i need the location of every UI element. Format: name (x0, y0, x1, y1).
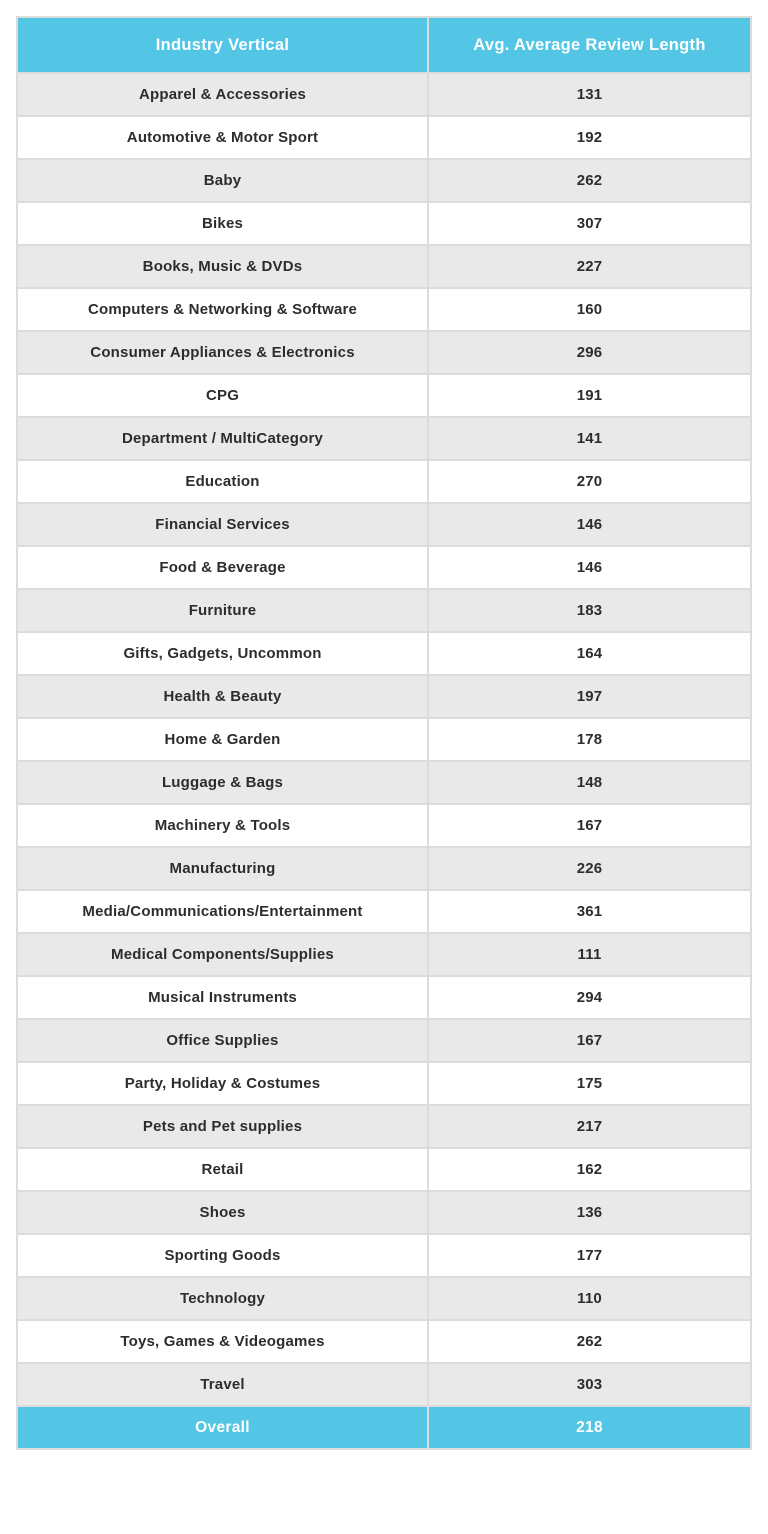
table-row (17, 417, 751, 460)
table-row (17, 245, 751, 288)
review-length-cell: 110 (428, 1277, 751, 1320)
header-row (17, 17, 751, 73)
industry-vertical-cell: Retail (17, 1148, 428, 1191)
table-body (17, 73, 751, 1406)
table-row (17, 1277, 751, 1320)
table-footer (17, 1406, 751, 1449)
review-length-cell: 217 (428, 1105, 751, 1148)
table-row (17, 675, 751, 718)
industry-vertical-cell: Toys, Games & Videogames (17, 1320, 428, 1363)
header-avg-review-length: Avg. Average Review Length (428, 17, 751, 73)
review-length-cell: 146 (428, 546, 751, 589)
review-length-cell: 262 (428, 1320, 751, 1363)
table-row (17, 331, 751, 374)
industry-vertical-cell: Automotive & Motor Sport (17, 116, 428, 159)
review-length-table (16, 16, 752, 1450)
table-row (17, 1105, 751, 1148)
industry-vertical-cell: Baby (17, 159, 428, 202)
industry-vertical-cell: Computers & Networking & Software (17, 288, 428, 331)
review-length-cell: 167 (428, 804, 751, 847)
table-row (17, 460, 751, 503)
review-length-cell: 146 (428, 503, 751, 546)
industry-vertical-cell: Books, Music & DVDs (17, 245, 428, 288)
table-row (17, 374, 751, 417)
table-row (17, 202, 751, 245)
industry-vertical-cell: Education (17, 460, 428, 503)
table-row (17, 718, 751, 761)
review-length-cell: 296 (428, 331, 751, 374)
industry-vertical-cell: Food & Beverage (17, 546, 428, 589)
industry-vertical-cell: Machinery & Tools (17, 804, 428, 847)
table-row (17, 632, 751, 675)
review-length-cell: 175 (428, 1062, 751, 1105)
industry-vertical-cell: Financial Services (17, 503, 428, 546)
review-length-cell: 191 (428, 374, 751, 417)
table-row (17, 159, 751, 202)
industry-vertical-cell: Pets and Pet supplies (17, 1105, 428, 1148)
review-length-cell: 270 (428, 460, 751, 503)
table-row (17, 1019, 751, 1062)
review-length-cell: 192 (428, 116, 751, 159)
review-length-cell: 361 (428, 890, 751, 933)
industry-vertical-cell: Shoes (17, 1191, 428, 1234)
industry-vertical-cell: Technology (17, 1277, 428, 1320)
industry-vertical-cell: Health & Beauty (17, 675, 428, 718)
industry-vertical-cell: Sporting Goods (17, 1234, 428, 1277)
overall-row (17, 1406, 751, 1449)
industry-vertical-cell: Luggage & Bags (17, 761, 428, 804)
table-row (17, 847, 751, 890)
review-length-cell: 167 (428, 1019, 751, 1062)
review-length-cell: 262 (428, 159, 751, 202)
review-length-cell: 303 (428, 1363, 751, 1406)
industry-vertical-cell: Party, Holiday & Costumes (17, 1062, 428, 1105)
industry-vertical-cell: Gifts, Gadgets, Uncommon (17, 632, 428, 675)
review-length-cell: 227 (428, 245, 751, 288)
industry-vertical-cell: Consumer Appliances & Electronics (17, 331, 428, 374)
table-row (17, 804, 751, 847)
review-length-cell: 160 (428, 288, 751, 331)
review-length-cell: 226 (428, 847, 751, 890)
industry-vertical-cell: Manufacturing (17, 847, 428, 890)
review-length-cell: 178 (428, 718, 751, 761)
overall-value: 218 (428, 1406, 751, 1449)
industry-vertical-cell: Medical Components/Supplies (17, 933, 428, 976)
industry-vertical-cell: Department / MultiCategory (17, 417, 428, 460)
industry-vertical-cell: CPG (17, 374, 428, 417)
review-length-cell: 148 (428, 761, 751, 804)
industry-vertical-cell: Media/Communications/Entertainment (17, 890, 428, 933)
table-row (17, 933, 751, 976)
table-row (17, 976, 751, 1019)
review-length-cell: 164 (428, 632, 751, 675)
table-row (17, 1062, 751, 1105)
industry-vertical-cell: Bikes (17, 202, 428, 245)
industry-vertical-cell: Apparel & Accessories (17, 73, 428, 116)
review-length-cell: 177 (428, 1234, 751, 1277)
review-length-cell: 197 (428, 675, 751, 718)
industry-vertical-cell: Office Supplies (17, 1019, 428, 1062)
review-length-cell: 294 (428, 976, 751, 1019)
table-row (17, 1234, 751, 1277)
table-header (17, 17, 751, 73)
review-length-cell: 136 (428, 1191, 751, 1234)
table-row (17, 73, 751, 116)
industry-vertical-cell: Furniture (17, 589, 428, 632)
review-length-cell: 111 (428, 933, 751, 976)
table-row (17, 1320, 751, 1363)
table-row (17, 1148, 751, 1191)
table-row (17, 761, 751, 804)
table-row (17, 890, 751, 933)
table-row (17, 546, 751, 589)
table-row (17, 1191, 751, 1234)
review-length-cell: 183 (428, 589, 751, 632)
table-row (17, 589, 751, 632)
header-industry-vertical: Industry Vertical (17, 17, 428, 73)
industry-vertical-cell: Musical Instruments (17, 976, 428, 1019)
table-row (17, 503, 751, 546)
table-row (17, 1363, 751, 1406)
review-length-cell: 141 (428, 417, 751, 460)
review-length-cell: 162 (428, 1148, 751, 1191)
review-length-cell: 131 (428, 73, 751, 116)
table-row (17, 116, 751, 159)
overall-label: Overall (17, 1406, 428, 1449)
industry-vertical-cell: Travel (17, 1363, 428, 1406)
table-row (17, 288, 751, 331)
review-length-cell: 307 (428, 202, 751, 245)
industry-vertical-cell: Home & Garden (17, 718, 428, 761)
